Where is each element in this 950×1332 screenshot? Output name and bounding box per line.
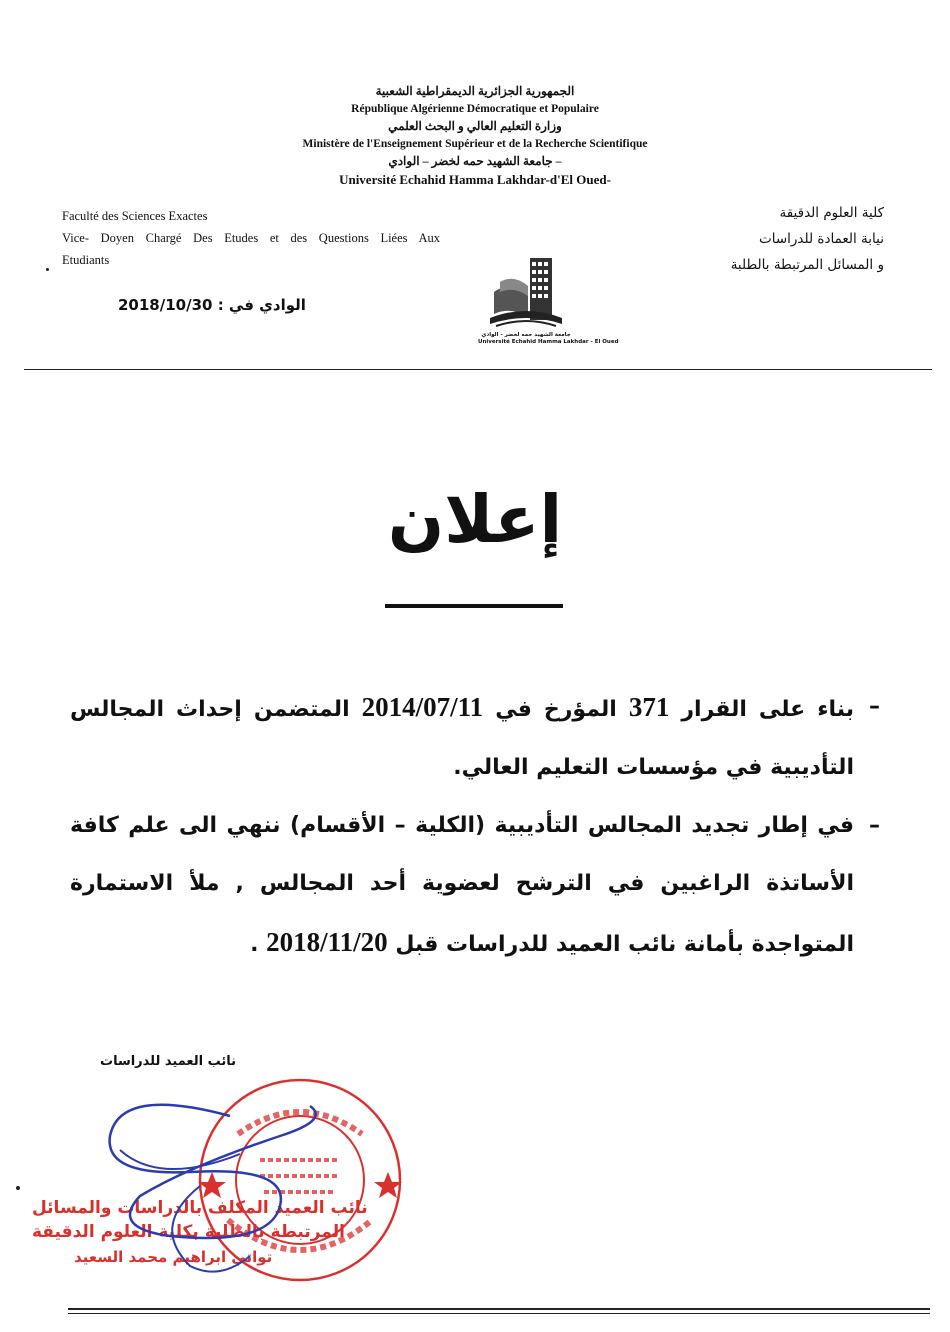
announcement-body (70, 678, 880, 974)
decision-number: 371 (628, 692, 670, 722)
p1-text-3: المتضمن إحداث المجالس التأديبية في مؤسسات التعليم العالي. (70, 697, 854, 780)
decision-date: 2014/07/11 (361, 692, 484, 722)
stamp-text-line1: نائب العميد المكلف بالدراسات والمسائل (32, 1198, 368, 1218)
date-value: 2018/10/30 (118, 296, 213, 314)
header-ministry-fr: Ministère de l'Enseignement Supérieur et de la Recherche Scientifique (302, 138, 648, 150)
faculty-block-fr (62, 205, 440, 271)
logo-caption (478, 332, 619, 346)
p2-text-2: . (250, 932, 259, 957)
handwritten-signature-icon (80, 1076, 340, 1286)
logo-caption-fr: Université Echahid Hamma Lakhdar - El Oued (478, 339, 619, 345)
vice-dean-ar-line2: و المسائل المرتبطة بالطلبة (730, 257, 884, 273)
paragraph-2-text (70, 797, 854, 974)
title-underline (385, 604, 563, 608)
header-university-fr: Université Echahid Hamma Lakhdar-d'El Oued- (339, 172, 611, 187)
p1-text-2: المؤرخ في (495, 697, 617, 722)
deadline-date: 2018/11/20 (266, 927, 388, 957)
logo-caption-ar: جامعة الشهيد حمه لخضر - الوادي (481, 332, 571, 338)
bullet-dash: – (869, 813, 880, 838)
vice-dean-line2: Etudiants (62, 253, 110, 267)
p1-text-1: بناء على القرار (681, 697, 854, 722)
paragraph-2 (70, 797, 880, 974)
paragraph-1 (70, 678, 880, 797)
faculty-block-ar (684, 200, 884, 278)
vice-dean-ar-line1: نيابة العمادة للدراسات (759, 231, 884, 247)
header-separator (24, 369, 932, 370)
speck (16, 1186, 20, 1190)
vice-dean-line1: Vice- Doyen Chargé Des Etudes et des Questions Liées Aux (62, 231, 440, 245)
date-line (118, 296, 306, 314)
speck (46, 268, 49, 271)
stamp-text-line3: تواتي ابراهيم محمد السعيد (74, 1248, 273, 1266)
faculty-name: Faculté des Sciences Exactes (62, 209, 208, 223)
date-label: الوادي في : (217, 296, 306, 314)
header-country-ar: الجمهورية الجزائرية الديمقراطية الشعبية (375, 84, 575, 98)
footer-rule-thin (68, 1313, 930, 1314)
header-country-fr: République Algérienne Démocratique et Populaire (351, 103, 599, 115)
paragraph-1-text (70, 678, 854, 797)
signatory-title: نائب العميد للدراسات (100, 1054, 237, 1069)
footer-rule (68, 1308, 930, 1310)
header-ministry-ar: وزارة التعليم العالي و البحث العلمي (388, 119, 562, 133)
header-university-ar: جامعة الشهيد حمه لخضر – الوادي – (388, 154, 562, 168)
p2-text-1: في إطار تجديد المجالس التأديبية (الكلية – الأقسام) ننهي الى علم كافة الأساتذة الراغبين في الترشح لعضوية أحد المجالس , ملأ الاستمارة المتواجدة بأمانة نائب العميد للدراسات قبل (70, 813, 854, 957)
bullet-dash: – (869, 694, 880, 719)
announcement-title: إعلان (387, 481, 563, 558)
stamp-text-line2: المرتبطة بالطلبة بكلية العلوم الدقيقة (32, 1222, 345, 1242)
faculty-name-ar: كلية العلوم الدقيقة (779, 205, 884, 221)
